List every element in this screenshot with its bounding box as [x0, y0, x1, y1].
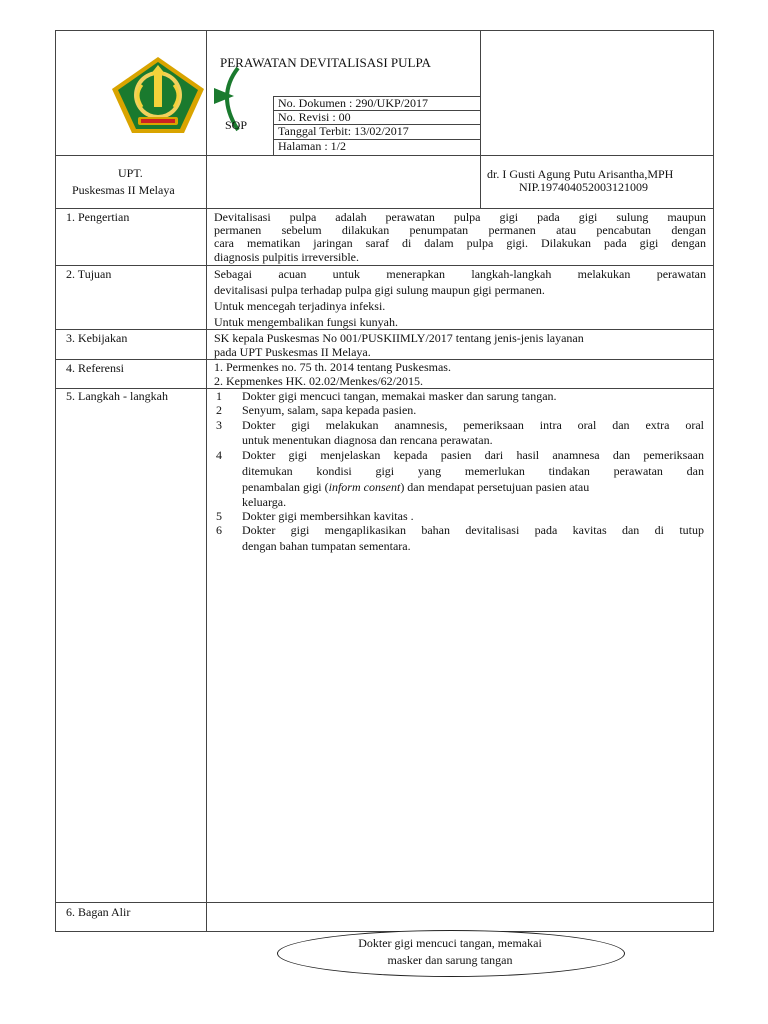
step-number: 4 [216, 448, 222, 462]
kebijakan-line: pada UPT Puskesmas II Melaya. [214, 345, 371, 359]
pengertian-line: diagnosis pulpitis irreversible. [214, 250, 359, 264]
step-number: 1 [216, 389, 222, 403]
document-title: PERAWATAN DEVITALISASI PULPA [220, 55, 431, 70]
step-text: Dokter gigi menjelaskan kepada pasien dari hasil anamnesa dan pemeriksaan [242, 448, 704, 462]
kemenag-logo [108, 55, 208, 135]
pengertian-line: Devitalisasi pulpa adalah perawatan pulpa gigi pada gigi sulung maupun [214, 210, 706, 224]
section-label-langkah: 5. Langkah - langkah [66, 389, 168, 403]
step-number: 3 [216, 418, 222, 432]
step-text: keluarga. [242, 495, 287, 509]
referensi-item: 1. Permenkes no. 75 th. 2014 tentang Puskesmas. [214, 360, 451, 374]
doc-revision: No. Revisi : 00 [278, 110, 351, 124]
step-number: 6 [216, 523, 222, 537]
doc-page: Halaman : 1/2 [278, 139, 346, 153]
step-text: Dokter gigi mengaplikasikan bahan devitalisasi pada kavitas dan di tutup [242, 523, 704, 537]
signer-nip: NIP.197404052003121009 [519, 180, 649, 194]
section-label-bagan: 6. Bagan Alir [66, 905, 131, 919]
step-number: 5 [216, 509, 222, 523]
flowchart-box-line: Dokter gigi mencuci tangan, memakai [358, 936, 542, 950]
puskesmas-name: Puskesmas II Melaya [72, 183, 175, 197]
step-text: penambalan gigi (inform consent) dan mendapat persetujuan pasien atau [242, 480, 590, 494]
tujuan-line: Sebagai acuan untuk menerapkan langkah-langkah melakukan perawatan [214, 267, 706, 281]
section-label-referensi: 4. Referensi [66, 361, 124, 375]
doc-issue-date: Tanggal Terbit: 13/02/2017 [278, 124, 409, 138]
section-label-tujuan: 2. Tujuan [66, 267, 112, 281]
referensi-item: 2. Kepmenkes HK. 02.02/Menkes/62/2015. [214, 374, 423, 388]
section-label-kebijakan: 3. Kebijakan [66, 331, 128, 345]
flowchart-box-line: masker dan sarung tangan [387, 953, 513, 967]
tujuan-line: devitalisasi pulpa terhadap pulpa gigi sulung maupun gigi permanen. [214, 283, 545, 297]
step-text: Dokter gigi membersihkan kavitas . [242, 509, 414, 523]
doc-number: No. Dokumen : 290/UKP/2017 [278, 96, 428, 110]
pengertian-line: permanen sebelum dilakukan penumpatan permanen atau pencabutan dengan [214, 223, 706, 237]
tujuan-line: Untuk mencegah terjadinya infeksi. [214, 299, 386, 313]
step-text: untuk menentukan diagnosa dan rencana perawatan. [242, 433, 493, 447]
tujuan-line: Untuk mengembalikan fungsi kunyah. [214, 315, 398, 329]
section-label-pengertian: 1. Pengertian [66, 210, 130, 224]
step-text: ditemukan kondisi gigi yang memerlukan tindakan perawatan dan [242, 464, 704, 478]
upt-label: UPT. [118, 166, 143, 180]
step-number: 2 [216, 403, 222, 417]
sop-label: SOP [225, 118, 248, 132]
signer-name: dr. I Gusti Agung Putu Arisantha,MPH [487, 167, 674, 181]
pengertian-line: cara mematikan jaringan saraf di dalam pulpa gigi. Dilakukan pada gigi dengan [214, 236, 706, 250]
step-text: Senyum, salam, sapa kepada pasien. [242, 403, 417, 417]
step-text: dengan bahan tumpatan sementara. [242, 539, 411, 553]
step-text: Dokter gigi mencuci tangan, memakai masker dan sarung tangan. [242, 389, 557, 403]
step-text: Dokter gigi melakukan anamnesis, pemeriksaan intra oral dan extra oral [242, 418, 704, 432]
kebijakan-line: SK kepala Puskesmas No 001/PUSKIIMLY/2017 tentang jenis-jenis layanan [214, 331, 584, 345]
